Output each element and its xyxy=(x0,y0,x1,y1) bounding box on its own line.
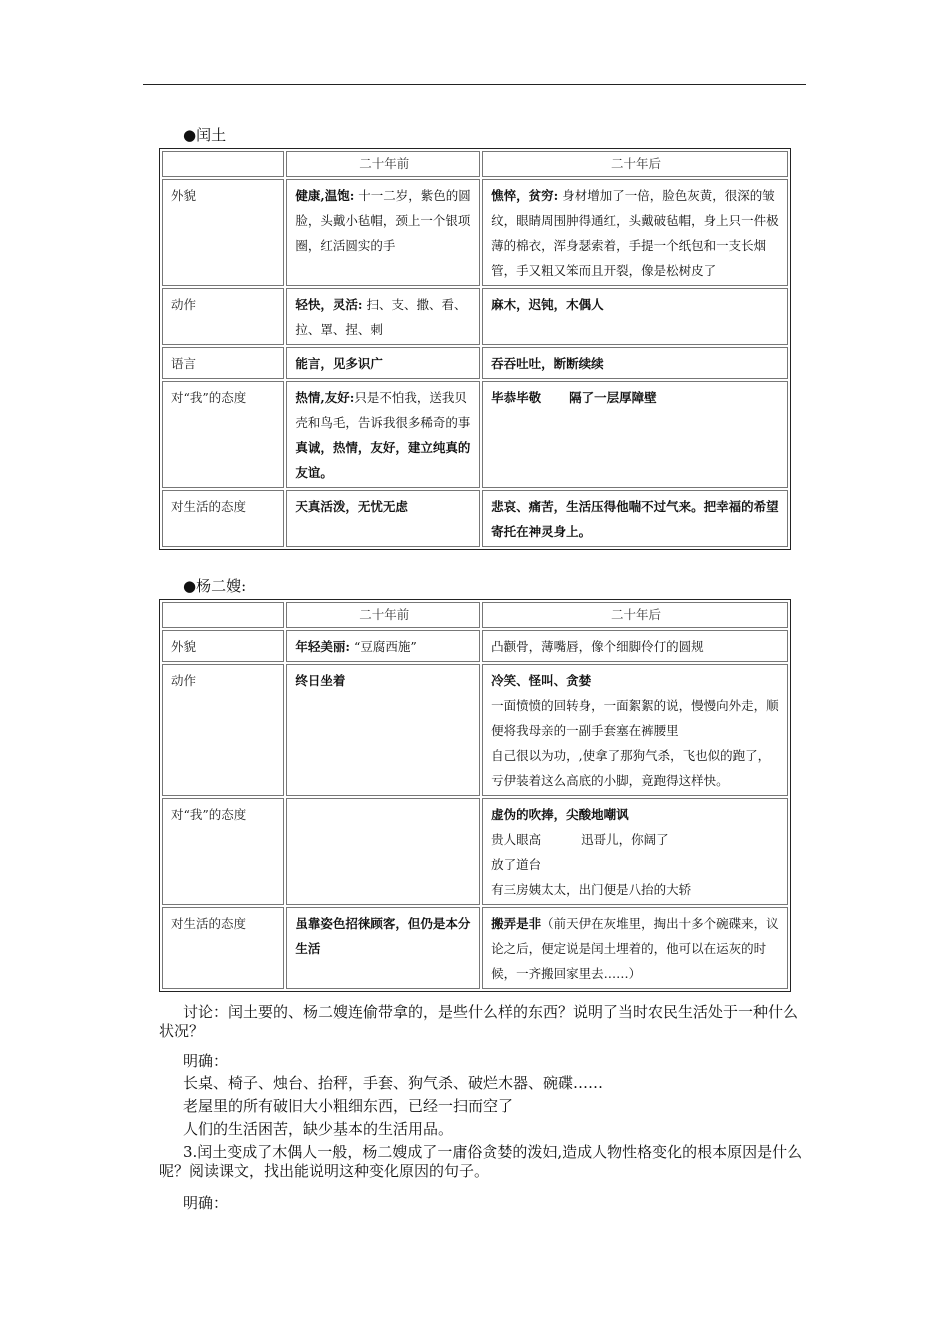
yang-heading: ●杨二嫂: xyxy=(183,577,247,595)
cell-keyword: 轻快，灵活: xyxy=(295,297,363,312)
cell-text: 凸颧骨，薄嘴唇，像个细脚伶仃的圆规 xyxy=(491,639,704,654)
cell-keyword: 真诚，热情，友好，建立纯真的友谊。 xyxy=(295,440,471,480)
row-label: 对生活的态度 xyxy=(162,490,284,547)
cell-text: （前天伊在灰堆里，掏出十多个碗碟来，议论之后，便定说是闰土埋着的，他可以在运灰的时候，一齐搬回家里去……） xyxy=(491,916,779,981)
cell-keyword: 吞吞吐吐，断断续续 xyxy=(491,356,604,371)
col-header-before: 二十年前 xyxy=(286,602,480,628)
col-header-after: 二十年后 xyxy=(482,151,788,177)
cell-before xyxy=(286,907,480,989)
cell-after xyxy=(482,381,788,488)
yang-table xyxy=(159,599,791,992)
table-header-row xyxy=(162,151,788,177)
row-label: 对“我”的态度 xyxy=(162,798,284,905)
cell-keyword: 隔了一层厚障壁 xyxy=(569,390,657,405)
table-row xyxy=(162,490,788,547)
cell-text: 扫、支、撒、看、拉、罩、捏、刺 xyxy=(295,297,467,337)
question-3: 3.闰土变成了木偶人一般，杨二嫂成了一庸俗贪婪的泼妇,造成人物性格变化的根本原因是什么呢？阅读课文，找出能说明这种变化原因的句子。 xyxy=(159,1143,803,1180)
table-row xyxy=(162,798,788,905)
empty-header-cell xyxy=(162,602,284,628)
cell-before xyxy=(286,664,480,796)
row-label: 外貌 xyxy=(162,179,284,286)
empty-header-cell xyxy=(162,151,284,177)
hardship-sentence: 人们的生活困苦，缺少基本的生活用品。 xyxy=(183,1120,454,1138)
cell-keyword: 天真活泼，无忧无虑 xyxy=(295,499,408,514)
row-label: 动作 xyxy=(162,664,284,796)
cell-after xyxy=(482,630,788,662)
cell-keyword: 终日坐着 xyxy=(295,673,346,688)
cell-after xyxy=(482,288,788,345)
cell-after xyxy=(482,907,788,989)
cell-before xyxy=(286,381,480,488)
cell-text: 自己很以为功，,使拿了那狗气杀，飞也似的跑了，亏伊装着这么高底的小脚，竟跑得这样快。 xyxy=(491,748,771,788)
header-rule xyxy=(143,84,806,85)
cell-keyword: 虚伪的吹捧，尖酸地嘲讽 xyxy=(491,807,629,822)
cell-text: 迅哥儿，你阔了 xyxy=(581,832,669,847)
cell-text: “豆腐西施” xyxy=(349,639,417,654)
cell-after xyxy=(482,664,788,796)
cell-text: 十一二岁，紫色的圆脸，头戴小毡帽，颈上一个银项圈，红活圆实的手 xyxy=(295,188,471,253)
cell-before xyxy=(286,347,480,379)
cell-before xyxy=(286,179,480,286)
cell-before xyxy=(286,288,480,345)
cell-keyword: 健康,温饱: xyxy=(295,188,355,203)
runtu-heading: ●闰土 xyxy=(183,126,227,144)
table-row xyxy=(162,288,788,345)
cell-after xyxy=(482,179,788,286)
table-row xyxy=(162,179,788,286)
table-row xyxy=(162,630,788,662)
table-row xyxy=(162,664,788,796)
cell-keyword: 憔悴，贫穷: xyxy=(491,188,559,203)
cell-keyword: 热情,友好: xyxy=(295,390,355,405)
clarify-label-2: 明确： xyxy=(183,1194,229,1212)
clarify-label: 明确： xyxy=(183,1052,229,1070)
discussion-paragraph: 讨论：闰土要的、杨二嫂连偷带拿的，是些什么样的东西？说明了当时农民生活处于一种什么状况？ xyxy=(159,1003,799,1040)
cell-keyword: 麻木，迟钝，木偶人 xyxy=(491,297,604,312)
table-row xyxy=(162,347,788,379)
cell-keyword: 悲哀、痛苦，生活压得他喘不过气来。把幸福的希望寄托在神灵身上。 xyxy=(491,499,779,539)
cell-text: 贵人眼高 xyxy=(491,832,542,847)
table-row xyxy=(162,907,788,989)
row-label: 对生活的态度 xyxy=(162,907,284,989)
row-label: 动作 xyxy=(162,288,284,345)
col-header-before: 二十年前 xyxy=(286,151,480,177)
row-label: 外貌 xyxy=(162,630,284,662)
cell-after xyxy=(482,798,788,905)
cell-after xyxy=(482,490,788,547)
cell-text: 放了道台 xyxy=(491,857,542,872)
cell-after xyxy=(482,347,788,379)
cell-keyword: 毕恭毕敬 xyxy=(491,390,542,405)
row-label: 对“我”的态度 xyxy=(162,381,284,488)
row-label: 语言 xyxy=(162,347,284,379)
col-header-after: 二十年后 xyxy=(482,602,788,628)
cell-keyword: 搬弄是非 xyxy=(491,916,542,931)
cell-before xyxy=(286,490,480,547)
cell-keyword: 冷笑、怪叫、贪婪 xyxy=(491,673,592,688)
cell-keyword: 虽靠姿色招徕顾客，但仍是本分生活 xyxy=(295,916,471,956)
cell-keyword: 能言，见多识广 xyxy=(295,356,383,371)
table-header-row xyxy=(162,602,788,628)
table-row xyxy=(162,381,788,488)
cell-before xyxy=(286,630,480,662)
cell-text: 有三房姨太太，出门便是八抬的大轿 xyxy=(491,882,692,897)
cell-text: 身材增加了一倍，脸色灰黄，很深的皱纹，眼睛周围肿得通红，头戴破毡帽，身上只一件极薄的棉衣，浑身瑟索着，手提一个纸包和一支长烟管，手又粗又笨而且开裂，像是松树皮了 xyxy=(491,188,779,278)
cell-text: 一面愤愤的回转身，一面絮絮的说，慢慢向外走，顺便将我母亲的一副手套塞在裤腰里 xyxy=(491,698,779,738)
cell-text: 只是不怕我，送我贝壳和鸟毛，告诉我很多稀奇的事 xyxy=(295,390,471,430)
house-sentence: 老屋里的所有破旧大小粗细东西，已经一扫而空了 xyxy=(183,1097,514,1115)
cell-before xyxy=(286,798,480,905)
runtu-table xyxy=(159,148,791,550)
cell-keyword: 年轻美丽: xyxy=(295,639,350,654)
items-list: 长桌、椅子、烛台、抬秤，手套、狗气杀、破烂木器、碗碟…… xyxy=(183,1074,604,1092)
